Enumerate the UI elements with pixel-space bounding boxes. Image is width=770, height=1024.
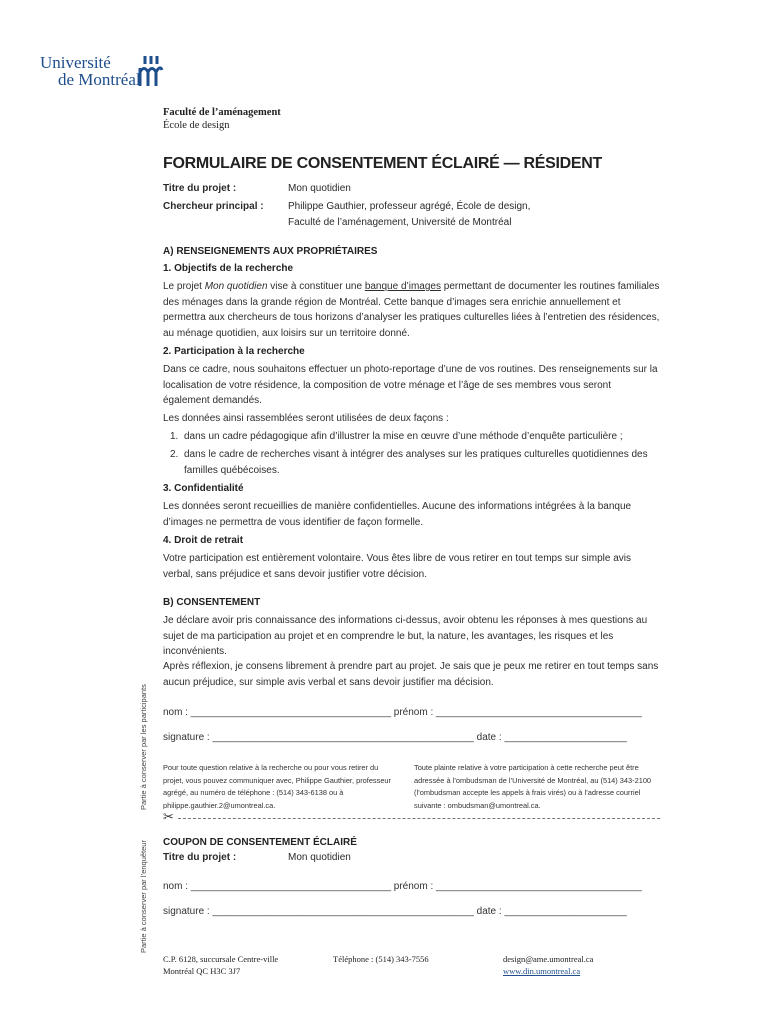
footer-phone: Téléphone : (514) 343-7556 xyxy=(333,954,429,964)
participation-heading: 2. Participation à la recherche xyxy=(163,346,305,357)
objectives-heading: 1. Objectifs de la recherche xyxy=(163,263,294,274)
participation-paragraph: Dans ce cadre, nous souhaitons effectuer un photo-reportage d’une de vos routines. Des renseignements sur la localisation de votre résidence, la composition de votre ménage et l’âge de ses membres vous seront également demandés. xyxy=(163,364,658,406)
coupon-project-label: Titre du projet : xyxy=(163,852,237,863)
list-item: 1. dans un cadre pédagogique afin d’illustrer la mise en œuvre d’une méthode d’enquête particulière ; xyxy=(170,431,623,442)
footer-website-link[interactable]: www.din.umontreal.ca xyxy=(503,966,581,976)
scissors-icon: ✂ xyxy=(163,809,174,824)
address-line-1: C.P. 6128, succursale Centre-ville xyxy=(163,954,279,964)
consent-paragraph-1: Je déclare avoir pris connaissance des informations ci-dessus, avoir obtenu les réponses à mes questions au sujet de ma participation au projet et en comprendre le but, la nature, les avantages, les risques et les inconvénients. xyxy=(163,615,648,657)
cut-line xyxy=(163,818,660,819)
school-name: École de design xyxy=(163,120,230,131)
researcher-line-2: Faculté de l’aménagement, Université de Montréal xyxy=(288,217,512,228)
withdrawal-heading: 4. Droit de retrait xyxy=(163,535,244,546)
side-label-participants: Partie à conserver par les participants xyxy=(139,684,148,810)
objectives-paragraph: Le projet Mon quotidien vise à constituer une banque d’images permettant de documenter les routines familiales des ménages dans la grande région de Montréal. Cette banque d’images sera enrichie annuellement et permettra aux chercheurs de tous horizons d’analyser les pratiques culturelles liées à l’entretien des résidences, au ménage quotidien, aux loisirs sur un territoire donné. xyxy=(163,281,660,339)
project-label: Titre du projet : xyxy=(163,183,237,194)
footer-address xyxy=(163,953,278,977)
section-b-heading: B) CONSENTEMENT xyxy=(163,597,261,608)
coupon-name-field[interactable]: nom : ____________________________________ prénom : _____________________________________ xyxy=(163,881,642,892)
signature-field[interactable]: signature : _______________________________________________ date : ______________________ xyxy=(163,732,627,743)
address-line-2: Montréal QC H3C 3J7 xyxy=(163,966,241,976)
coupon-project-value: Mon quotidien xyxy=(288,852,351,863)
researcher-contact-note: Pour toute question relative à la recherche ou pour vous retirer du projet, vous pouvez communiquer avec, Philippe Gauthier, professeur agrégé, au numéro de téléphone : (514) 343-6138 ou à philippe.gauthier.2@umontreal.ca. xyxy=(163,763,392,810)
researcher-line-1: Philippe Gauthier, professeur agrégé, École de design, xyxy=(288,201,531,212)
consent-paragraph-2: Après réflexion, je consens librement à prendre part au projet. Je sais que je peux me retirer en tout temps sans aucun préjudice, sur simple avis verbal et sans devoir justifier ma décision. xyxy=(163,661,659,688)
withdrawal-paragraph: Votre participation est entièrement volontaire. Vous êtes libre de vous retirer en tout temps sur simple avis verbal, sans préjudice et sans devoir justifier votre décision. xyxy=(163,553,632,580)
ombudsman-contact-note: Toute plainte relative à votre participation à cette recherche peut être adressée à l’ombudsman de l’Université de Montréal, au (514) 343-2100 (l’ombudsman accepte les appels à frais virés) ou à l’adresse courriel suivante : ombudsman@umontreal.ca. xyxy=(414,763,652,810)
faculty-name: Faculté de l’aménagement xyxy=(163,107,281,118)
project-value: Mon quotidien xyxy=(288,183,351,194)
logo-line-1: Université xyxy=(40,53,111,72)
participation-paragraph-2: Les données ainsi rassemblées seront utilisées de deux façons : xyxy=(163,413,449,424)
universite-de-montreal-logo xyxy=(40,54,165,104)
list-item: 2. dans le cadre de recherches visant à intégrer des analyses sur les pratiques culturelles quotidiennes des familles québécoises. xyxy=(170,449,648,476)
form-title: FORMULAIRE DE CONSENTEMENT ÉCLAIRÉ — RÉSIDENT xyxy=(163,155,602,172)
side-label-investigator: Partie à conserver par l’enquêteur xyxy=(139,840,148,953)
coupon-signature-field[interactable]: signature : _______________________________________________ date : ______________________ xyxy=(163,906,627,917)
name-field[interactable]: nom : ____________________________________ prénom : _____________________________________ xyxy=(163,707,642,718)
section-a-heading: A) RENSEIGNEMENTS AUX PROPRIÉTAIRES xyxy=(163,246,378,257)
logo-mark-icon xyxy=(136,54,164,88)
confidentiality-heading: 3. Confidentialité xyxy=(163,483,244,494)
footer-contact xyxy=(503,953,593,977)
researcher-label: Chercheur principal : xyxy=(163,201,264,212)
logo-line-2: de Montréal xyxy=(58,70,141,89)
footer-email[interactable]: design@ame.umontreal.ca xyxy=(503,954,594,964)
faculty-header xyxy=(163,106,281,132)
confidentiality-paragraph: Les données seront recueillies de manière confidentielles. Aucune des informations intégrées à la banque d’images ne permettra de vous identifier de façon formelle. xyxy=(163,501,632,528)
coupon-heading: COUPON DE CONSENTEMENT ÉCLAIRÉ xyxy=(163,837,357,848)
